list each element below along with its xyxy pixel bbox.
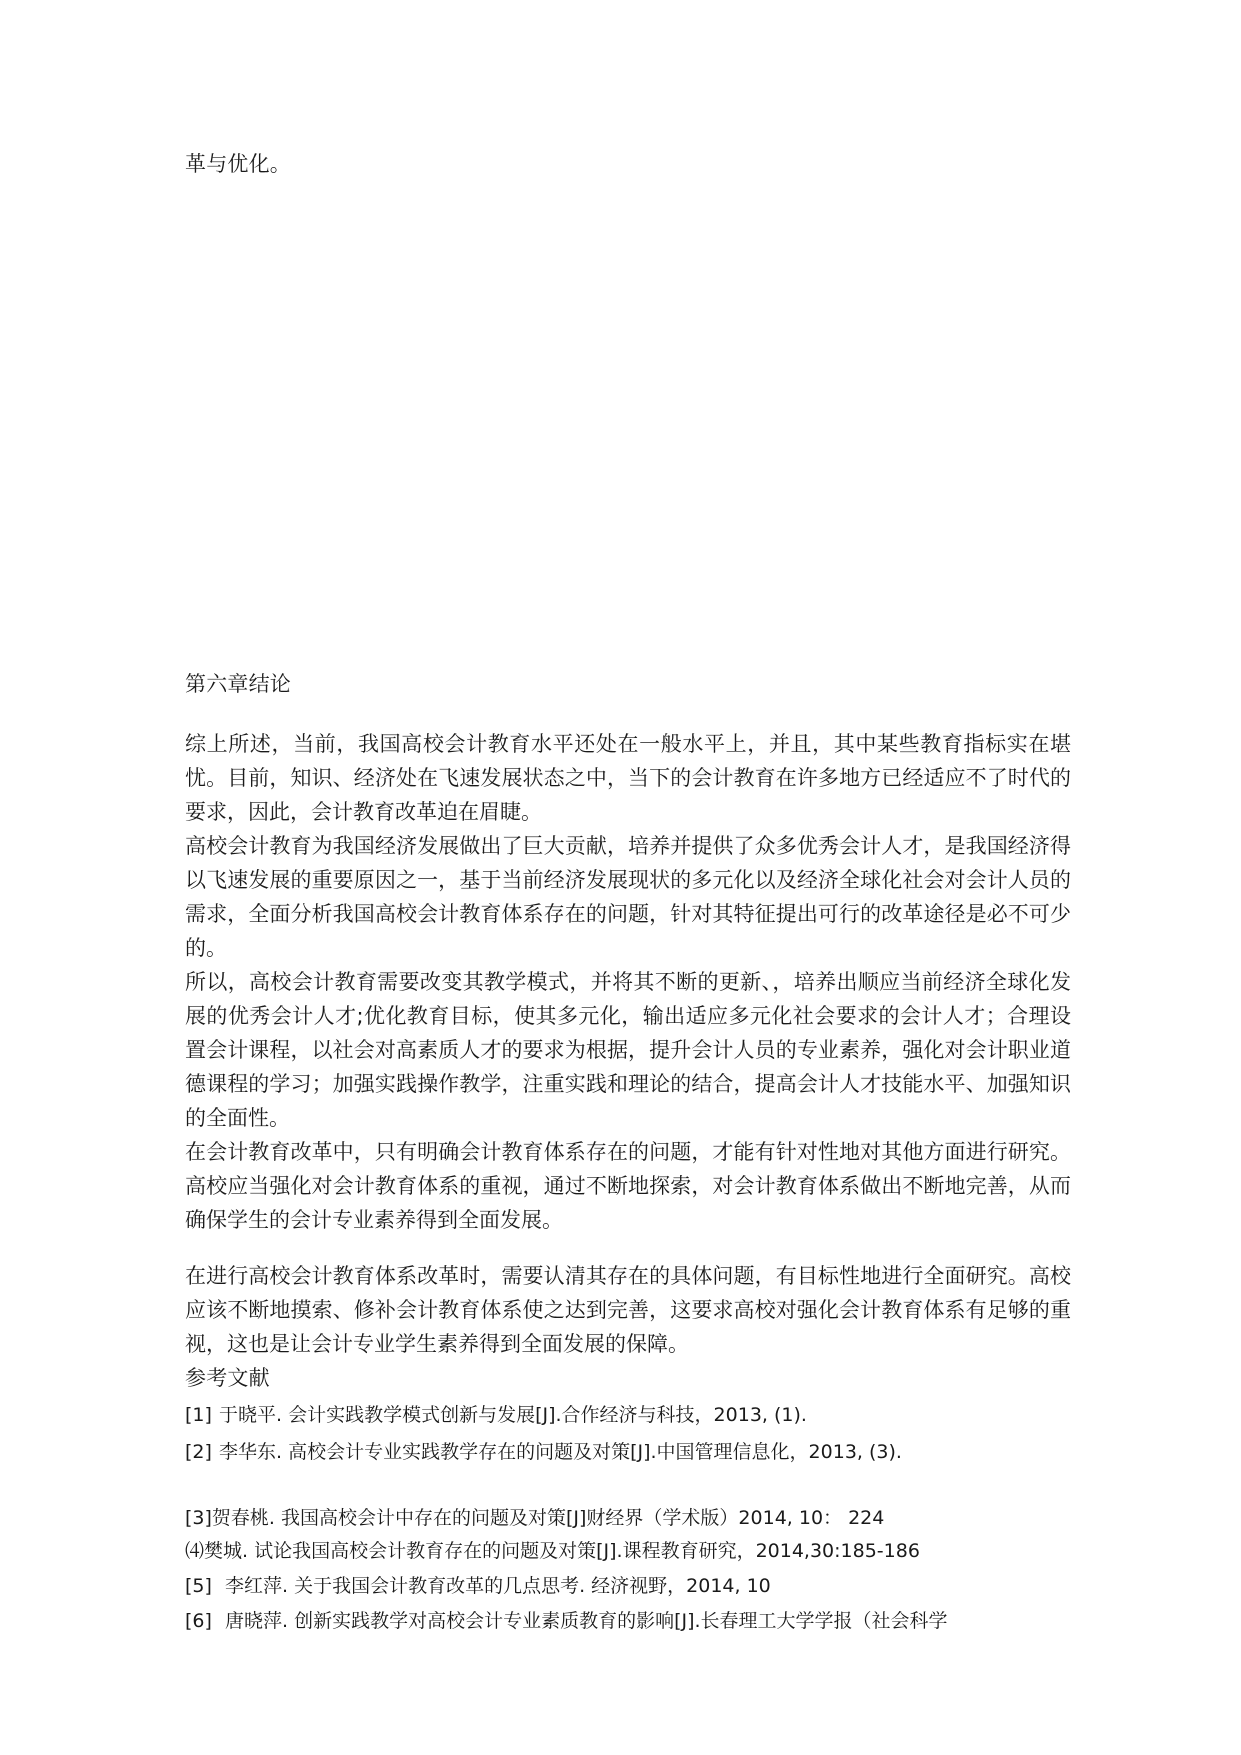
chapter-title: 第六章结论 (185, 672, 291, 696)
top-fragment-text: 革与优化。 (185, 152, 291, 176)
reference-text: 樊城. 试论我国高校会计教育存在的问题及对策[J].课程教育研究，2014,30:185-186 (204, 1540, 920, 1562)
paragraph-5: 在进行高校会计教育体系改革时，需要认清其存在的具体问题，有目标性地进行全面研究。高校应该不断地摸索、修补会计教育体系使之达到完善，这要求高校对强化会计教育体系有足够的重视，这也是让会计专业学生素养得到全面发展的保障。 (185, 1264, 1071, 1356)
reference-text: 于晓平. 会计实践教学模式创新与发展[J].合作经济与科技，2013, (1). (219, 1404, 807, 1426)
reference-item (185, 1608, 948, 1634)
reference-item (185, 1439, 902, 1465)
reference-number: ⑷ (185, 1540, 205, 1562)
paragraph-3: 所以，高校会计教育需要改变其教学模式，并将其不断的更新、，培养出顺应当前经济全球化发展的优秀会计人才;优化教育目标，使其多元化，输出适应多元化社会要求的会计人才；合理设置会计课程，以社会对高素质人才的要求为根据，提升会计人员的专业素养，强化对会计职业道德课程的学习；加强实践操作教学，注重实践和理论的结合，提高会计人才技能水平、加强知识的全面性。 (185, 970, 1071, 1130)
paragraph-1: 综上所述，当前，我国高校会计教育水平还处在一般水平上，并且，其中某些教育指标实在堪忧。目前，知识、经济处在飞速发展状态之中，当下的会计教育在许多地方已经适应不了时代的要求，因此，会计教育改革迫在眉睫。 (185, 732, 1071, 824)
reference-text: 李华东. 高校会计专业实践教学存在的问题及对策[J].中国管理信息化，2013, (3). (219, 1441, 902, 1463)
paragraph-2: 高校会计教育为我国经济发展做出了巨大贡献，培养并提供了众多优秀会计人才，是我国经济得以飞速发展的重要原因之一，基于当前经济发展现状的多元化以及经济全球化社会对会计人员的需求，全面分析我国高校会计教育体系存在的问题，针对其特征提出可行的改革途径是必不可少的。 (185, 834, 1071, 960)
reference-text: 贺春桃. 我国高校会计中存在的问题及对策[J]财经界（学术版）2014, 10： 224 (211, 1507, 885, 1529)
reference-item (185, 1573, 771, 1599)
reference-text: 唐晓萍. 创新实践教学对高校会计专业素质教育的影响[J].长春理工大学学报（社会科学 (225, 1610, 948, 1632)
reference-number: [1] (185, 1404, 212, 1426)
paragraph-4: 在会计教育改革中，只有明确会计教育体系存在的问题，才能有针对性地对其他方面进行研究。高校应当强化对会计教育体系的重视，通过不断地探索，对会计教育体系做出不断地完善，从而确保学生的会计专业素养得到全面发展。 (185, 1140, 1071, 1232)
reference-number: [5] (185, 1575, 212, 1597)
reference-item (185, 1402, 807, 1428)
reference-number: [2] (185, 1441, 212, 1463)
reference-number: [3] (185, 1507, 212, 1529)
reference-item (185, 1538, 920, 1564)
references-heading: 参考文献 (185, 1366, 270, 1390)
reference-item (185, 1505, 884, 1531)
reference-number: [6] (185, 1610, 212, 1632)
reference-text: 李红萍. 关于我国会计教育改革的几点思考. 经济视野，2014, 10 (225, 1575, 771, 1597)
